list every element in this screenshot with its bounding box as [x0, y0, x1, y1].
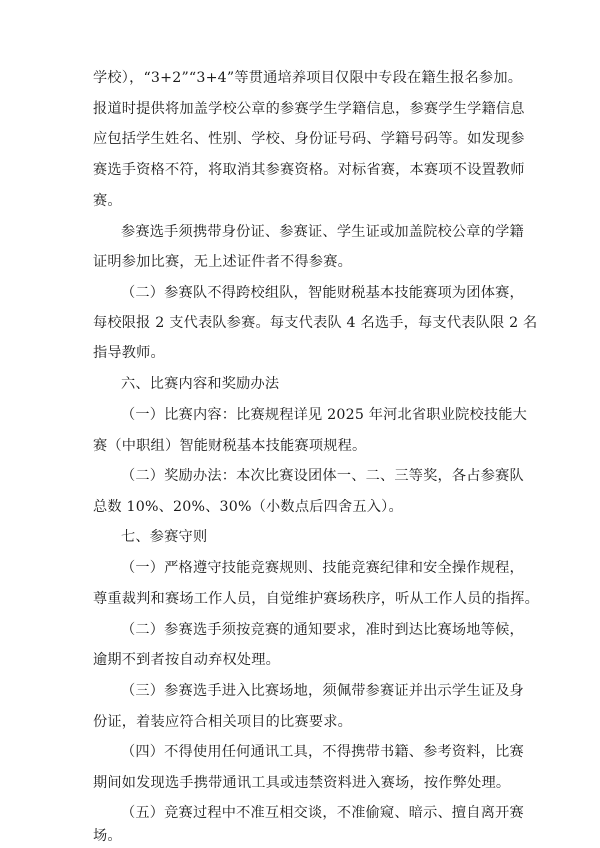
section-heading: 六、比赛内容和奖励办法 [121, 376, 280, 392]
text-line: 赛。 [93, 193, 122, 209]
text-line: 期间如发现选手携带通讯工具或违禁资料进入赛场，按作弊处理。 [93, 775, 511, 791]
text-line: 指导教师。 [93, 345, 165, 361]
text-line: 应包括学生姓名、性别、学校、身份证号码、学籍号码等。如发现参 [93, 131, 525, 147]
text-line: 每校限报 2 支代表队参赛。每支代表队 4 名选手，每支代表队限 2 名 [93, 315, 538, 331]
text-line: 学校），“3+2”“3+4”等贯通培养项目仅限中专段在籍生报名参加。 [93, 70, 523, 86]
text-line: （四）不得使用任何通讯工具，不得携带书籍、参考资料，比赛 [121, 744, 524, 760]
text-line: （二）奖励办法：本次比赛设团体一、二、三等奖，各占参赛队 [121, 468, 524, 484]
text-line: （一）比赛内容：比赛规程详见 2025 年河北省职业院校技能大 [121, 407, 528, 423]
text-line: （三）参赛选手进入比赛场地，须佩带参赛证并出示学生证及身 [121, 683, 524, 699]
text-line: 赛选手资格不符，将取消其参赛资格。对标省赛，本赛项不设置教师 [93, 162, 525, 178]
text-line: 逾期不到者按自动弃权处理。 [93, 652, 281, 668]
text-line: 证明参加比赛，无上述证件者不得参赛。 [93, 254, 352, 270]
text-line: 报道时提供将加盖学校公章的参赛学生学籍信息，参赛学生学籍信息 [93, 101, 525, 117]
text-line: （二）参赛队不得跨校组队，智能财税基本技能赛项为团体赛， [121, 285, 524, 301]
text-line: 场。 [93, 828, 122, 844]
text-line: （二）参赛选手须按竞赛的通知要求，准时到达比赛场地等候， [121, 622, 524, 638]
text-line: （一）严格遵守技能竞赛规则、技能竞赛纪律和安全操作规程， [121, 560, 524, 576]
text-line: 总数 10%、20%、30%（小数点后四舍五入）。 [93, 499, 403, 515]
section-heading: 七、参赛守则 [121, 529, 208, 545]
text-line: 赛（中职组）智能财税基本技能赛项规程。 [93, 438, 367, 454]
text-line: 份证，着装应符合相关项目的比赛要求。 [93, 714, 352, 730]
text-line: （五）竞赛过程中不准互相交谈，不准偷窥、暗示、擅自离开赛 [121, 805, 524, 821]
text-line: 参赛选手须携带身份证、参赛证、学生证或加盖院校公章的学籍 [121, 224, 524, 240]
text-line: 尊重裁判和赛场工作人员，自觉维护赛场秩序，听从工作人员的指挥。 [93, 591, 540, 607]
